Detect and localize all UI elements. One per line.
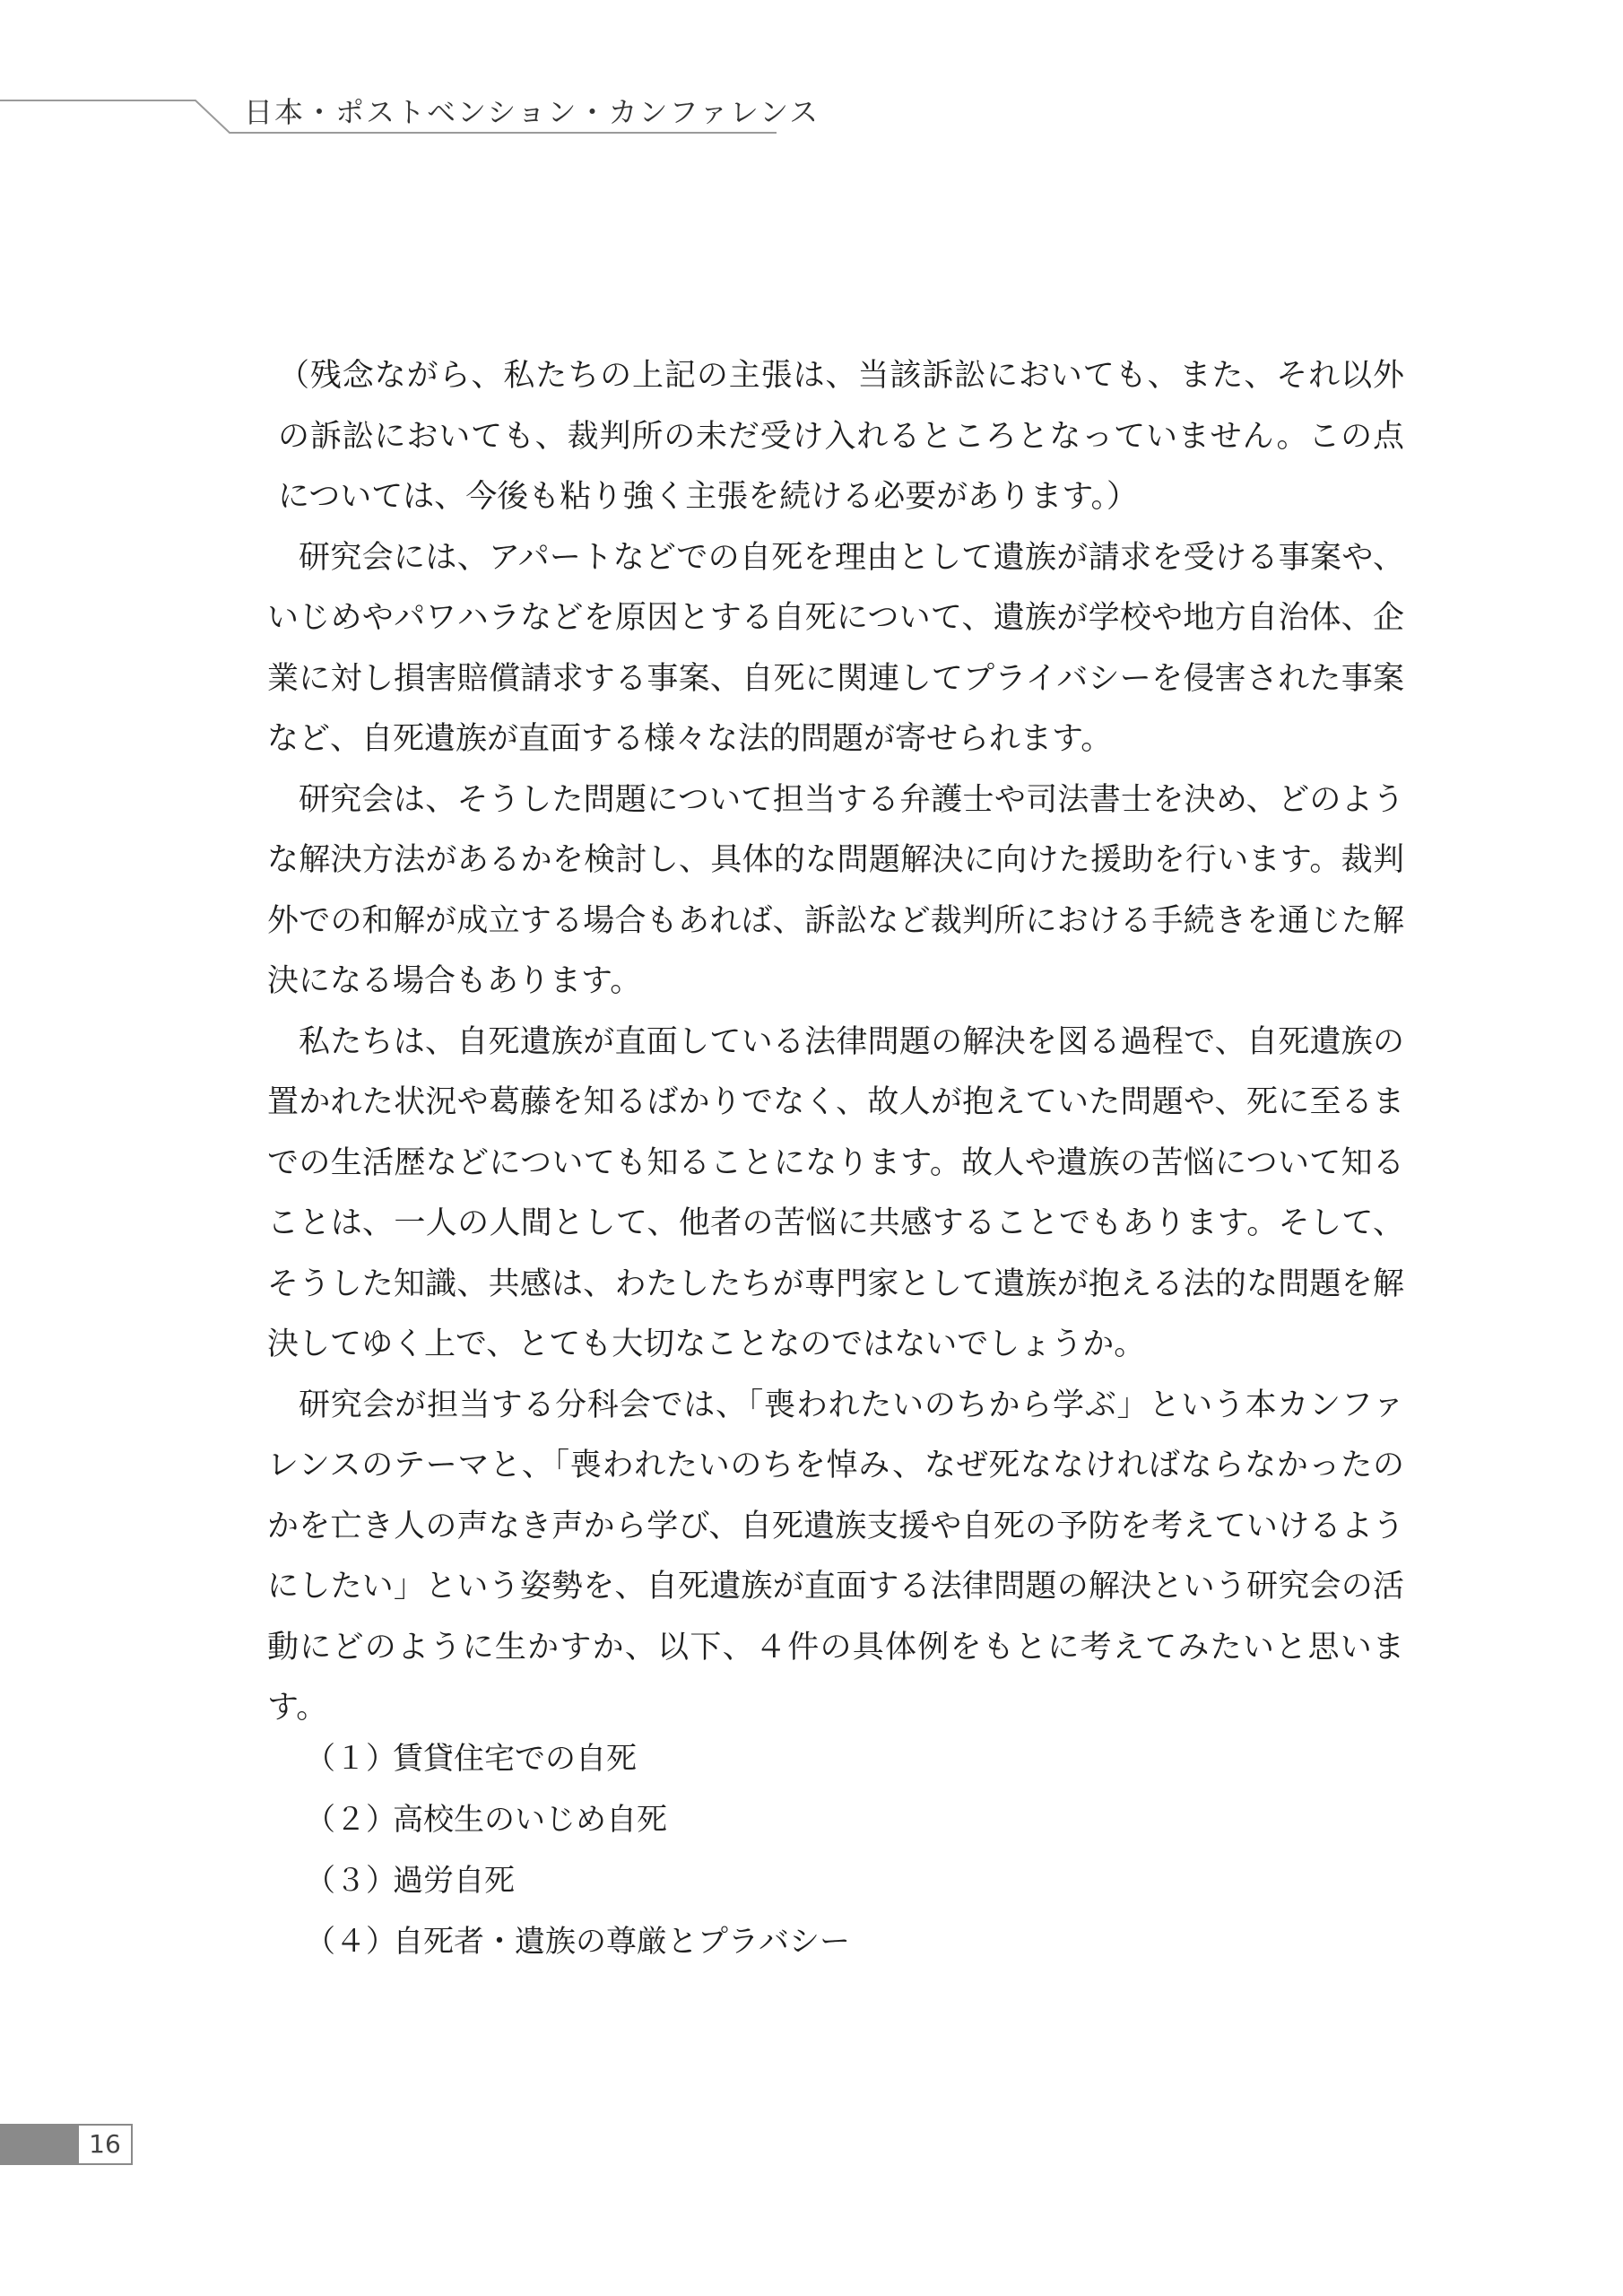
paragraph-research-group-role: 研究会は、そうした問題について担当する弁護士や司法書士を決め、どのような解決方法があるかを検討し、具体的な問題解決に向けた援助を行います。裁判外での和解が成立する場合もあれば、訴訟など裁判所における手続きを通じた解決になる場合もあります。 (267, 781, 1404, 999)
case-number: （１） (305, 1741, 396, 1777)
paragraph-session-theme: 研究会が担当する分科会では、「喪われたいのちから学ぶ」という本カンファレンスのテーマと、「喪われたいのちを悼み、なぜ死ななければならなかったのかを亡き人の声なき声から学び、自死遺族支援や自死の予防を考えていけるようにしたい」という姿勢を、自死遺族が直面する法律問題の解決という研究会の活動にどのように生かすか、以下、４件の具体例をもとに考えてみたいと思います。 (267, 1387, 1404, 1726)
case-number: （２） (305, 1802, 396, 1838)
running-title: 日本・ポストベンション・カンファレンス (244, 95, 820, 129)
case-number: （３） (305, 1863, 396, 1899)
case-item (305, 1789, 850, 1850)
case-item (305, 1850, 850, 1911)
case-number: （４） (305, 1924, 396, 1960)
paragraph-parenthetical-note: （残念ながら、私たちの上記の主張は、当該訴訟においても、また、それ以外の訴訟においても、裁判所の未だ受け入れるところとなっていません。この点については、今後も粘り強く主張を続ける必要があります。） (278, 358, 1404, 515)
folio-bar (0, 2124, 77, 2165)
page-folio (0, 2124, 133, 2165)
case-title: 賃貸住宅での自死 (393, 1741, 637, 1777)
paragraph-cases-received: 研究会には、アパートなどでの自死を理由として遺族が請求を受ける事案や、いじめやパワハラなどを原因とする自死について、遺族が学校や地方自治体、企業に対し損害賠償請求する事案、自死に関連してプライバシーを侵害された事案など、自死遺族が直面する様々な法的問題が寄せられます。 (267, 539, 1404, 757)
case-title: 高校生のいじめ自死 (393, 1802, 667, 1838)
case-title: 過労自死 (393, 1863, 515, 1899)
paragraph-empathy: 私たちは、自死遺族が直面している法律問題の解決を図る過程で、自死遺族の置かれた状況や葛藤を知るばかりでなく、故人が抱えていた問題や、死に至るまでの生活歴などについても知ることになります。故人や遺族の苦悩について知ることは、一人の人間として、他者の苦悩に共感することでもあります。そして、そうした知識、共感は、わたしたちが専門家として遺族が抱える法的な問題を解決してゆく上で、とても大切なことなのではないでしょうか。 (267, 1023, 1404, 1362)
page-number: 16 (77, 2124, 133, 2165)
case-item (305, 1911, 850, 1972)
running-header (0, 0, 1623, 144)
body-text (267, 346, 1404, 1739)
case-item (305, 1728, 850, 1789)
case-title: 自死者・遺族の尊厳とプラバシー (393, 1924, 850, 1960)
case-list (305, 1728, 850, 1972)
